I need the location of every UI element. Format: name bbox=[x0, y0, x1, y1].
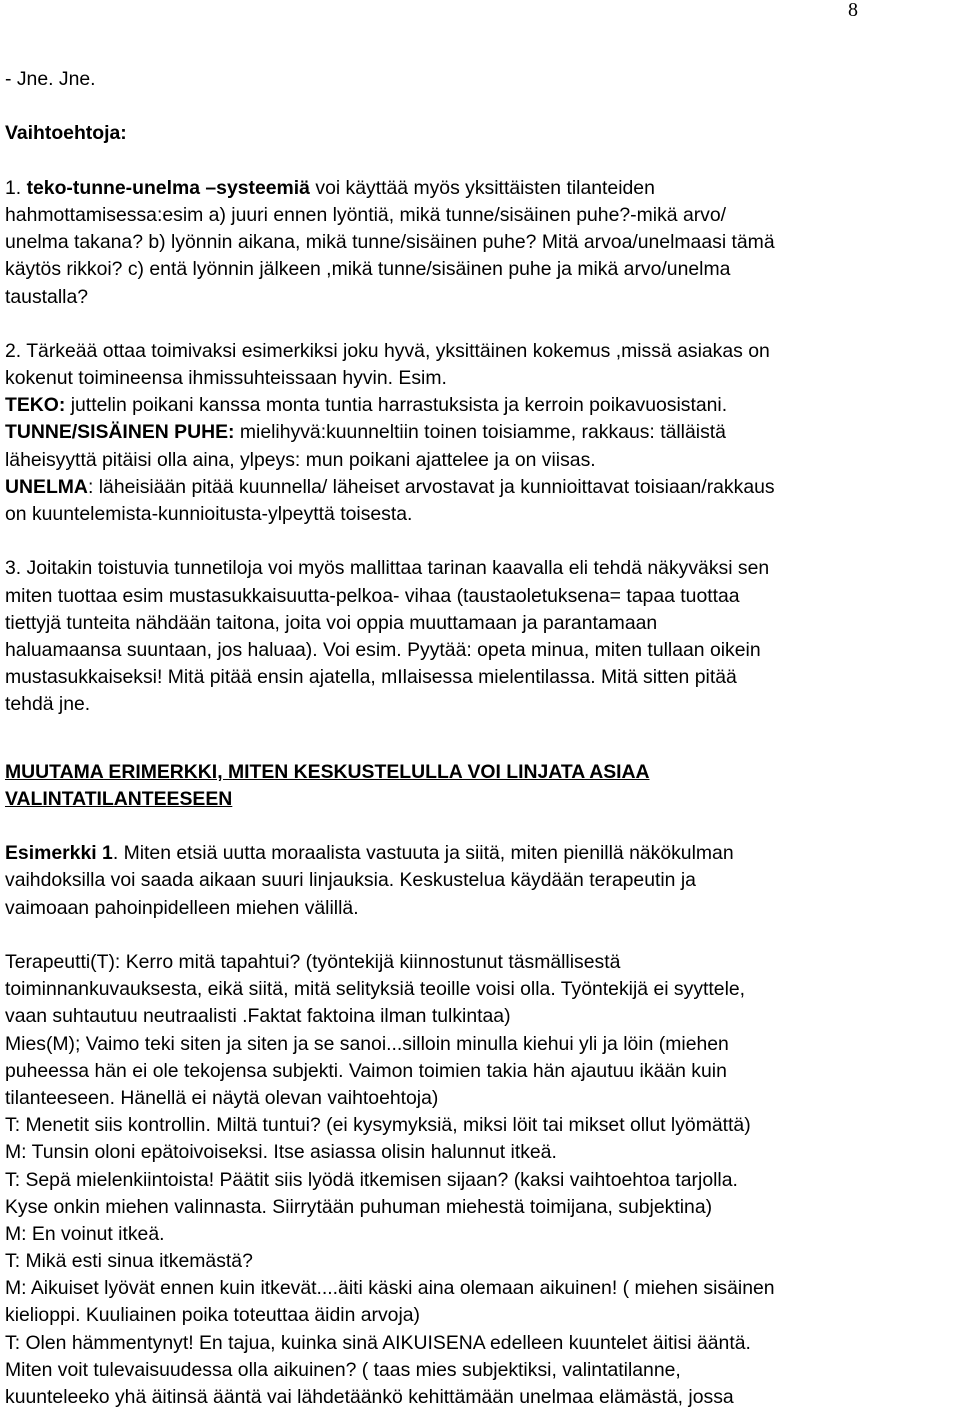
text-run: mielihyvä:kuunneltiin toinen toisiamme, rakkaus: tälläistä bbox=[234, 421, 726, 444]
label-teko: TEKO: bbox=[5, 394, 66, 417]
document-body bbox=[5, 66, 960, 1411]
example-intro bbox=[5, 840, 960, 867]
label-tunne: TUNNE/SISÄINEN PUHE: bbox=[5, 421, 235, 444]
label-unelma: UNELMA bbox=[5, 475, 88, 498]
text-line bbox=[5, 392, 960, 419]
dialogue-line: kuunteleeko yhä äitinsä ääntä vai lähdetäänkö kehittämään unelmaa elämästä, jossa bbox=[5, 1386, 734, 1408]
text-line: tiettyjä tunteita nähdään taitona, joita voi oppia muuttamaan ja parantamaan bbox=[5, 611, 658, 634]
section-heading-cont: VALINTATILANTEESEEN bbox=[5, 787, 233, 810]
dialogue-line: Terapeutti(T): Kerro mitä tapahtui? (työntekijä kiinnostunut täsmällisestä bbox=[5, 951, 621, 973]
text-line bbox=[5, 419, 960, 446]
dialogue-line: T: Olen hämmentynyt! En tajua, kuinka sinä AIKUISENA edelleen kuuntelet äitisi ääntä. bbox=[5, 1331, 751, 1354]
dialogue-line: Mies(M); Vaimo teki siten ja siten ja se sanoi...silloin minulla kiehui yli ja löin (miehen bbox=[5, 1032, 729, 1055]
dialogue-line: toiminnankuvauksesta, eikä siitä, mitä selityksiä teoille voisi olla. Työntekijä ei syyttele, bbox=[5, 978, 746, 1001]
list-number: 1. bbox=[5, 176, 27, 199]
text-line: kokenut toimineensa ihmissuhteissaan hyvin. Esim. bbox=[5, 367, 447, 390]
text-line: mustasukkaiseksi! Mitä pitää ensin ajatella, mIlaisessa mielentilassa. Mitä sitten pitää bbox=[5, 666, 737, 689]
text-line: käytös rikkoi? c) entä lyönnin jälkeen ,mikä tunne/sisäinen puhe ja mikä arvo/unelma bbox=[5, 258, 731, 281]
dialogue-line: kielioppi. Kuuliainen poika toteuttaa äidin arvoja) bbox=[5, 1304, 421, 1327]
dialogue-line: puheessa hän ei ole tekojensa subjekti. Vaimon toimien takia hän ajautuu ikään kuin bbox=[5, 1059, 727, 1082]
text-line: - Jne. Jne. bbox=[5, 68, 96, 90]
text-run: voi käyttää myös yksittäisten tilanteiden bbox=[309, 176, 655, 199]
text-line: on kuuntelemista-kunnioitusta-ylpeyttä toisesta. bbox=[5, 503, 413, 525]
list-item-2: 2. Tärkeää ottaa toimivaksi esimerkiksi joku hyvä, yksittäinen kokemus ,missä asiakas on bbox=[5, 339, 770, 362]
text-line: vaihdoksilla voi saada aikaan suuri linjauksia. Keskustelua käydään terapeutin ja bbox=[5, 869, 696, 892]
text-line: haluamaansa suuntaan, jos haluaa). Voi esim. Pyytää: opeta minua, miten tullaan oikein bbox=[5, 638, 761, 661]
dialogue-line: T: Menetit siis kontrollin. Miltä tuntui? (ei kysymyksiä, miksi löit tai mikset ollut lyömättä) bbox=[5, 1114, 751, 1137]
dialogue-line: M: Aikuiset lyövät ennen kuin itkevät....äiti käski aina olemaan aikuinen! ( miehen sisäinen bbox=[5, 1277, 775, 1300]
dialogue-line: Miten voit tulevaisuudessa olla aikuinen? ( taas mies subjektiksi, valintatilanne, bbox=[5, 1358, 681, 1381]
text-line: miten tuottaa esim mustasukkaisuutta-pelkoa- vihaa (taustaoletuksena= tapaa tuottaa bbox=[5, 584, 740, 607]
dialogue-line: T: Sepä mielenkiintoista! Päätit siis lyödä itkemisen sijaan? (kaksi vaihtoehtoa tarjolla. bbox=[5, 1168, 738, 1191]
text-run: . Miten etsiä uutta moraalista vastuuta ja siitä, miten pienillä näkökulman bbox=[112, 842, 734, 865]
page-number: 8 bbox=[848, 0, 858, 21]
dialogue-line: tilanteeseen. Hänellä ei näytä olevan vaihtoehtoja) bbox=[5, 1086, 439, 1109]
text-run: : läheisiään pitää kuunnella/ läheiset arvostavat ja kunnioittavat toisiaan/rakkaus bbox=[87, 475, 775, 498]
dialogue-line: T: Mikä esti sinua itkemästä? bbox=[5, 1250, 253, 1273]
text-line bbox=[5, 474, 960, 501]
dialogue-line: M: Tunsin oloni epätoivoiseksi. Itse asiassa olisin halunnut itkeä. bbox=[5, 1141, 557, 1164]
text-line: vaimoaan pahoinpidelleen miehen välillä. bbox=[5, 896, 359, 919]
dialogue-line: M: En voinut itkeä. bbox=[5, 1222, 165, 1245]
text-line: taustalla? bbox=[5, 285, 89, 308]
dialogue-line: vaan suhtautuu neutraalisti .Faktat faktoina ilman tulkintaa) bbox=[5, 1005, 511, 1028]
text-line: läheisyyttä pitäisi olla aina, ylpeys: mun poikani ajattelee ja on viisas. bbox=[5, 448, 596, 471]
emphasis-term: teko-tunne-unelma –systeemiä bbox=[26, 176, 310, 199]
list-item-3: 3. Joitakin toistuvia tunnetiloja voi myös mallittaa tarinan kaavalla eli tehdä näkyväksi sen bbox=[5, 557, 770, 580]
section-heading-alternatives: Vaihtoehtoja: bbox=[5, 122, 127, 145]
list-item-1 bbox=[5, 175, 960, 202]
text-run: juttelin poikani kanssa monta tuntia harrastuksista ja kerroin poikavuosistani. bbox=[65, 394, 728, 417]
text-line: hahmottamisessa:esim a) juuri ennen lyöntiä, mikä tunne/sisäinen puhe?-mikä arvo/ bbox=[5, 203, 727, 226]
text-line: unelma takana? b) lyönnin aikana, mikä tunne/sisäinen puhe? Mitä arvoa/unelmaasi tämä bbox=[5, 231, 775, 254]
dialogue-line: Kyse onkin miehen valinnasta. Siirrytään puhuman miehestä toimijana, subjektina) bbox=[5, 1195, 713, 1218]
section-heading: MUUTAMA ERIMERKKI, MITEN KESKUSTELULLA VOI LINJATA ASIAA bbox=[5, 760, 650, 783]
text-line: tehdä jne. bbox=[5, 693, 91, 716]
example-label: Esimerkki 1 bbox=[5, 842, 113, 865]
